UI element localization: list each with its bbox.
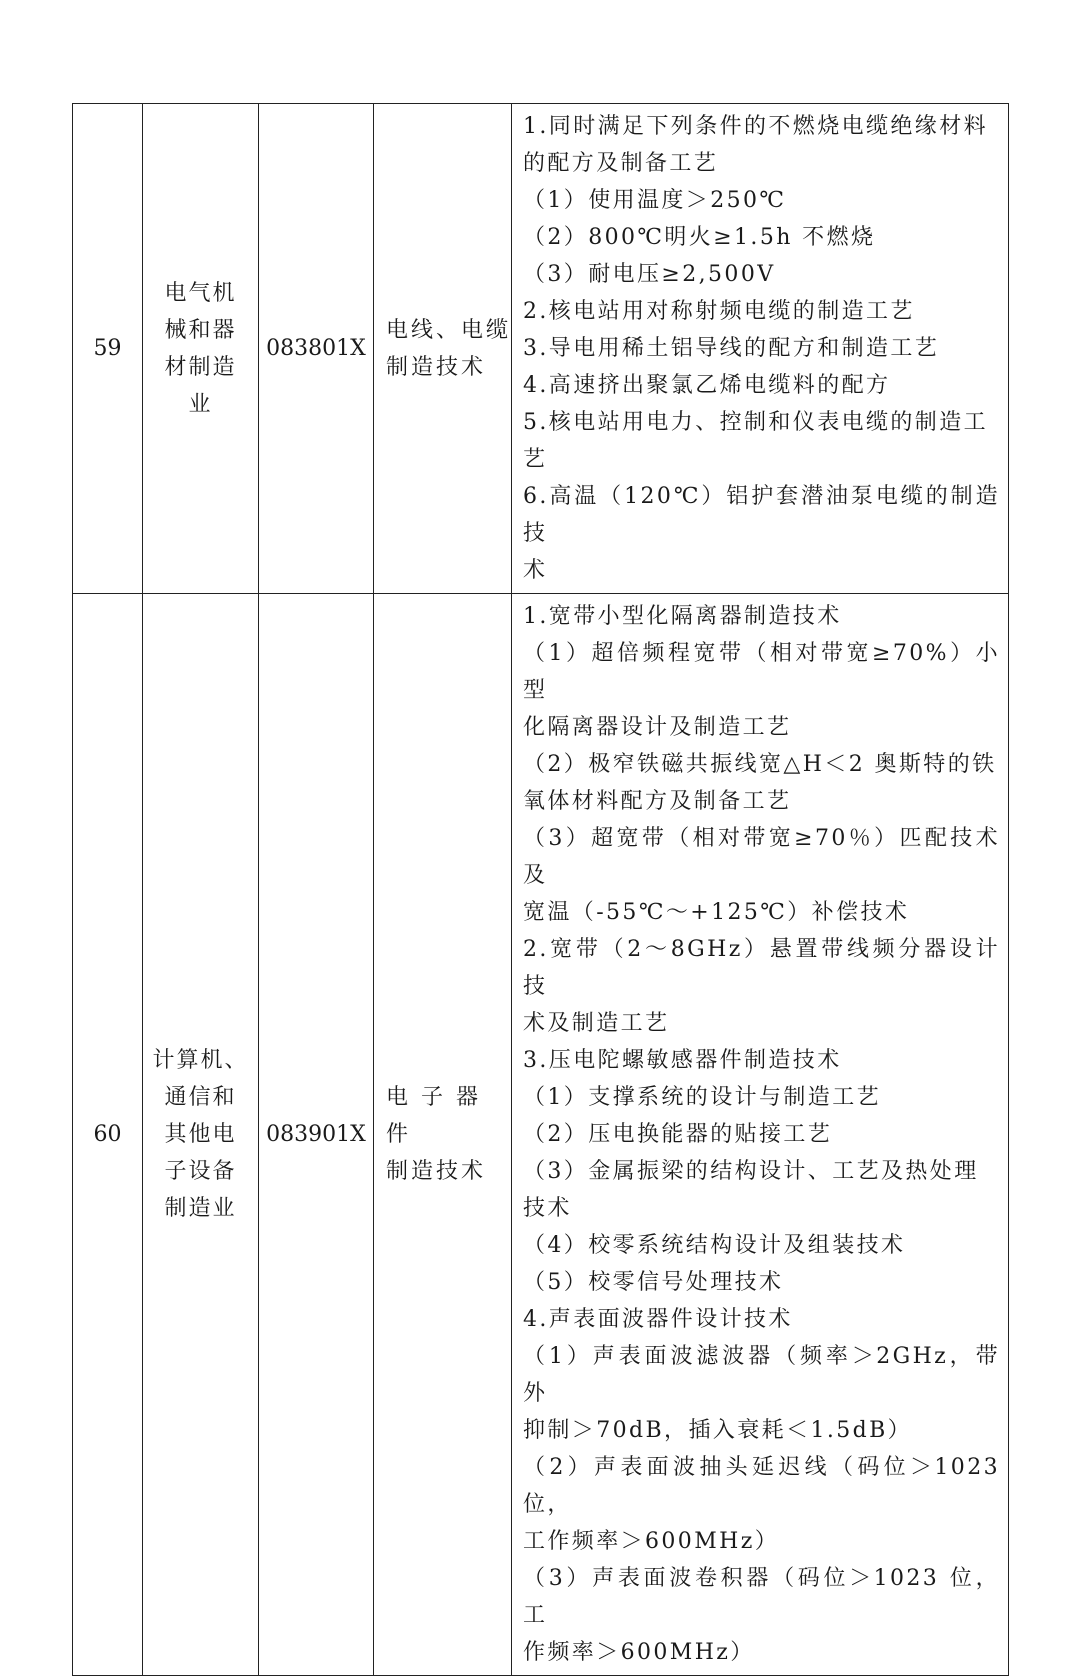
description-line: 术及制造工艺 xyxy=(523,1011,670,1036)
industry-line: 业 xyxy=(188,391,213,417)
description-line: 术 xyxy=(523,558,548,583)
industry-line: 子设备 xyxy=(164,1159,237,1184)
description-line: （3）金属振梁的结构设计、工艺及热处理 xyxy=(523,1159,979,1184)
description-line: （1）声表面波滤波器（频率＞2GHz，带外 xyxy=(523,1344,1000,1406)
description-line: （1）支撑系统的设计与制造工艺 xyxy=(523,1085,881,1110)
table-row xyxy=(73,594,1009,1676)
description-line: 4.高速挤出聚氯乙烯电缆料的配方 xyxy=(523,373,891,398)
description-line: （3）声表面波卷积器（码位＞1023 位，工 xyxy=(523,1566,1000,1628)
industry-cell xyxy=(143,594,259,1676)
tech-name-cell xyxy=(374,594,512,1676)
industry-line: 制造业 xyxy=(164,1196,237,1221)
description-line: 1.同时满足下列条件的不燃烧电缆绝缘材料 xyxy=(523,114,988,139)
description-line: 工作频率＞600MHz） xyxy=(523,1529,780,1554)
description-line: 4.声表面波器件设计技术 xyxy=(523,1307,793,1332)
industry-line: 计算机、 xyxy=(152,1048,249,1073)
table-row xyxy=(73,104,1009,594)
description-line: 的配方及制备工艺 xyxy=(523,151,719,176)
description-line: 作频率＞600MHz） xyxy=(523,1640,755,1665)
tech-name-line: 制造技术 xyxy=(386,1159,487,1184)
industry-line: 其他电 xyxy=(164,1122,237,1147)
description-line: （3）耐电压≥2,500V xyxy=(523,262,776,287)
row-number: 59 xyxy=(73,104,143,594)
description-line: 6.高温（120℃）铝护套潜油泵电缆的制造技 xyxy=(523,484,1000,546)
tech-name-line: 制造技术 xyxy=(386,354,487,380)
tech-description-cell xyxy=(512,104,1009,594)
industry-line: 材制造 xyxy=(164,354,237,380)
tech-name-cell xyxy=(374,104,512,594)
description-line: 3.压电陀螺敏感器件制造技术 xyxy=(523,1048,842,1073)
tech-name-line: 电线、电缆 xyxy=(386,317,512,343)
industry-line: 械和器 xyxy=(164,317,237,343)
description-line: （1）使用温度＞250℃ xyxy=(523,188,787,213)
tech-description-cell xyxy=(512,594,1009,1676)
industry-cell xyxy=(143,104,259,594)
industry-line: 通信和 xyxy=(164,1085,237,1110)
description-line: 化隔离器设计及制造工艺 xyxy=(523,715,792,740)
row-number: 60 xyxy=(73,594,143,1676)
tech-code: 083901X xyxy=(259,594,374,1676)
description-line: 3.导电用稀土铝导线的配方和制造工艺 xyxy=(523,336,940,361)
description-line: （2）极窄铁磁共振线宽△H＜2 奥斯特的铁 xyxy=(523,752,997,777)
tech-name-line: 电 子 器 件 xyxy=(386,1085,481,1147)
tech-code: 083801X xyxy=(259,104,374,594)
description-line: （2）800℃明火≥1.5h 不燃烧 xyxy=(523,225,876,250)
technology-catalog-table xyxy=(72,103,1009,1676)
description-line: 宽温（-55℃～+125℃）补偿技术 xyxy=(523,900,910,925)
description-line: 5.核电站用电力、控制和仪表电缆的制造工 xyxy=(523,410,988,435)
description-line: 氧体材料配方及制备工艺 xyxy=(523,789,792,814)
description-line: 1.宽带小型化隔离器制造技术 xyxy=(523,604,842,629)
industry-line: 电气机 xyxy=(164,280,237,306)
description-line: 2.宽带（2～8GHz）悬置带线频分器设计技 xyxy=(523,937,1000,999)
description-line: 抑制＞70dB，插入衰耗＜1.5dB） xyxy=(523,1418,913,1443)
description-line: （4）校零系统结构设计及组装技术 xyxy=(523,1233,906,1258)
description-line: （2）声表面波抽头延迟线（码位＞1023 位， xyxy=(523,1455,1000,1517)
description-line: 艺 xyxy=(523,447,548,472)
description-line: 技术 xyxy=(523,1196,572,1221)
description-line: （2）压电换能器的贴接工艺 xyxy=(523,1122,833,1147)
description-line: （5）校零信号处理技术 xyxy=(523,1270,784,1295)
description-line: （3）超宽带（相对带宽≥70％）匹配技术及 xyxy=(523,826,1000,888)
description-line: 2.核电站用对称射频电缆的制造工艺 xyxy=(523,299,915,324)
description-line: （1）超倍频程宽带（相对带宽≥70%）小型 xyxy=(523,641,1000,703)
